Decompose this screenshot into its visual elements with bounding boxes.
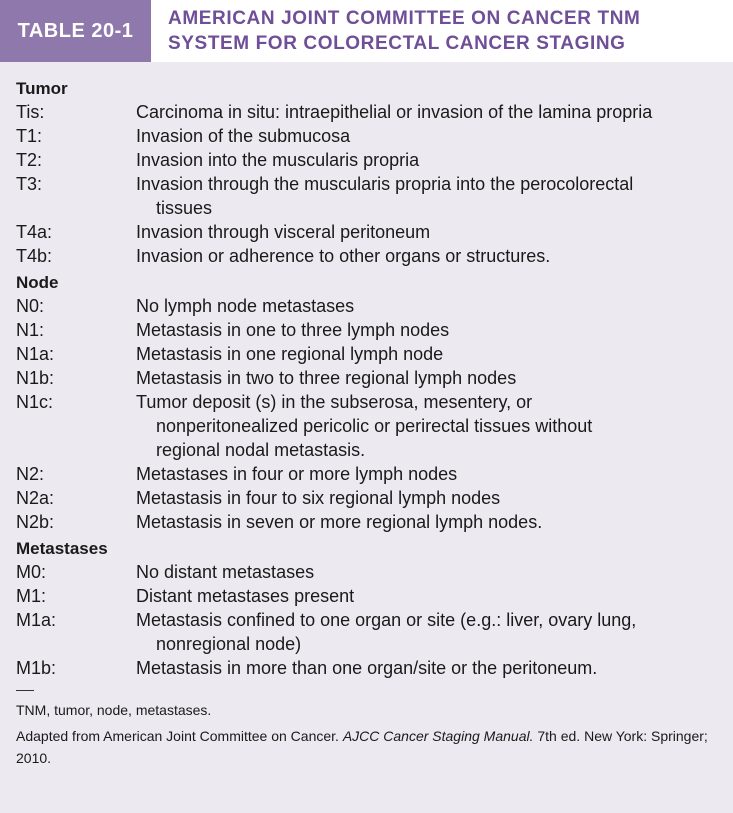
stage-description: No distant metastases	[136, 562, 315, 582]
stage-description: Metastasis confined to one organ or site (e.g.: liver, ovary lung,	[136, 610, 637, 630]
stage-code: N2a:	[16, 488, 55, 508]
staging-row	[16, 414, 721, 438]
stage-code: M1b:	[16, 658, 57, 678]
stage-code: T4a:	[16, 222, 53, 242]
staging-row	[16, 244, 721, 268]
table-footer	[0, 690, 733, 769]
staging-row	[16, 486, 721, 510]
stage-code: N1a:	[16, 344, 55, 364]
stage-code: Tis:	[16, 102, 45, 122]
source-footnote	[16, 725, 721, 769]
staging-row	[16, 366, 721, 390]
stage-code: N2:	[16, 464, 45, 484]
stage-description: Metastasis in four to six regional lymph nodes	[136, 488, 501, 508]
section-heading: Metastases	[16, 539, 108, 558]
staging-row	[16, 148, 721, 172]
source-title: AJCC Cancer Staging Manual.	[342, 728, 534, 744]
stage-description: Carcinoma in situ: intraepithelial or invasion of the lamina propria	[136, 102, 653, 122]
staging-row	[16, 172, 721, 196]
stage-description: Tumor deposit (s) in the subserosa, mesentery, or	[136, 392, 533, 412]
staging-row	[16, 196, 721, 220]
stage-description: Distant metastases present	[136, 586, 355, 606]
staging-row	[16, 462, 721, 486]
stage-description: Invasion into the muscularis propria	[136, 150, 420, 170]
stage-code: M1a:	[16, 610, 57, 630]
stage-description: Invasion through visceral peritoneum	[136, 222, 431, 242]
section-heading: Tumor	[16, 79, 68, 98]
staging-row	[16, 656, 721, 680]
stage-description: Metastasis in seven or more regional lymph nodes.	[136, 512, 543, 532]
staging-row	[16, 510, 721, 534]
stage-code: N1b:	[16, 368, 55, 388]
stage-code	[16, 438, 136, 462]
source-suffix: 7th ed. New York: Springer; 2010.	[16, 728, 708, 766]
stage-code: T3:	[16, 174, 43, 194]
stage-code: N1c:	[16, 392, 54, 412]
stage-description: Invasion of the submucosa	[136, 126, 351, 146]
source-prefix: Adapted from American Joint Committee on Cancer.	[16, 728, 343, 744]
stage-code	[16, 414, 136, 438]
staging-row	[16, 438, 721, 462]
table-title-line-1: AMERICAN JOINT COMMITTEE ON CANCER TNM	[168, 8, 641, 29]
stage-description: Metastasis in two to three regional lymph nodes	[136, 368, 517, 388]
staging-row	[16, 220, 721, 244]
stage-code	[16, 632, 136, 656]
stage-description: Invasion or adherence to other organs or structures.	[136, 246, 551, 266]
staging-row	[16, 608, 721, 632]
stage-code	[16, 196, 136, 220]
staging-row	[16, 318, 721, 342]
staging-table-body	[0, 62, 733, 680]
stage-description: Metastasis in one regional lymph node	[136, 344, 444, 364]
stage-code: N0:	[16, 296, 45, 316]
section-heading: Node	[16, 273, 59, 292]
staging-row	[16, 100, 721, 124]
stage-description: Metastasis in one to three lymph nodes	[136, 320, 450, 340]
stage-description: regional nodal metastasis.	[156, 440, 366, 460]
stage-code: N2b:	[16, 512, 55, 532]
table-title-line-2: SYSTEM FOR COLORECTAL CANCER STAGING	[168, 33, 626, 54]
stage-description: tissues	[156, 198, 213, 218]
stage-code: M0:	[16, 562, 47, 582]
stage-code: N1:	[16, 320, 45, 340]
staging-row	[16, 294, 721, 318]
stage-code: M1:	[16, 586, 47, 606]
stage-description: nonregional node)	[156, 634, 302, 654]
table-title	[151, 0, 733, 62]
stage-description: Metastasis in more than one organ/site or the peritoneum.	[136, 658, 598, 678]
table-number-label: TABLE 20-1	[0, 0, 151, 62]
abbreviation-footnote: TNM, tumor, node, metastases.	[16, 702, 212, 718]
stage-code: T1:	[16, 126, 43, 146]
stage-code: T4b:	[16, 246, 53, 266]
stage-code: T2:	[16, 150, 43, 170]
staging-row	[16, 342, 721, 366]
footnote-divider	[16, 690, 34, 691]
staging-row	[16, 584, 721, 608]
staging-row	[16, 560, 721, 584]
stage-description: Metastases in four or more lymph nodes	[136, 464, 458, 484]
staging-row	[16, 632, 721, 656]
stage-description: Invasion through the muscularis propria into the perocolorectal	[136, 174, 634, 194]
staging-row	[16, 124, 721, 148]
stage-description: nonperitonealized pericolic or perirectal tissues without	[156, 416, 593, 436]
staging-row	[16, 390, 721, 414]
stage-description: No lymph node metastases	[136, 296, 355, 316]
table-header	[0, 0, 733, 62]
